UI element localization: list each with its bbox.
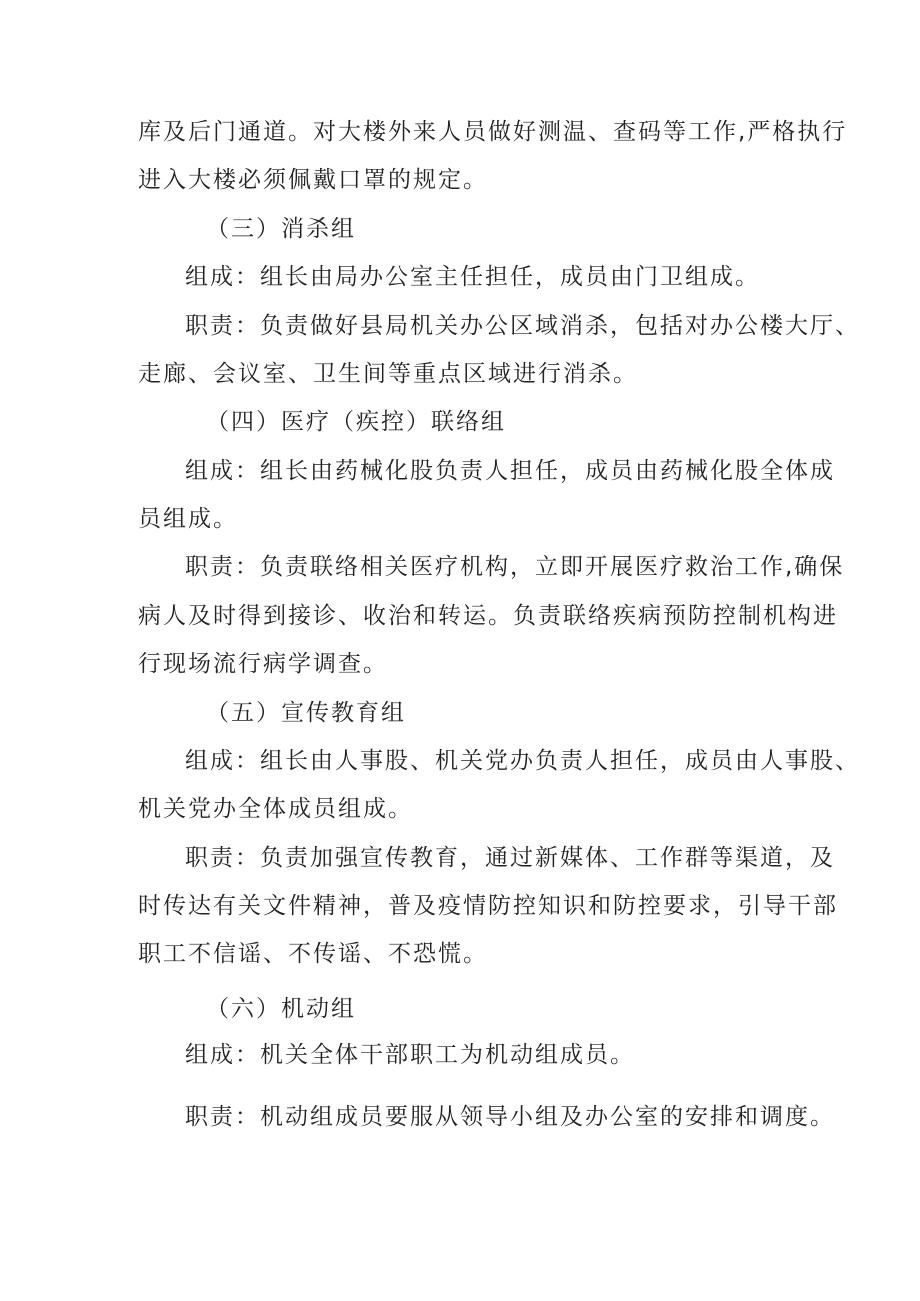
body-text-line: 职责：负责联络相关医疗机构，立即开展医疗救治工作,确保 [185,554,845,580]
body-text-line: 走廊、会议室、卫生间等重点区域进行消杀。 [138,361,638,387]
body-text-line: 病人及时得到接诊、收治和转运。负责联络疾病预防控制机构进 [138,603,838,629]
section-heading-mobile-team: （六）机动组 [206,996,356,1022]
body-text-line: 职责：负责做好县局机关办公区域消杀，包括对办公楼大厅、 [185,313,860,339]
body-text-line: 职责：负责加强宣传教育，通过新媒体、工作群等渠道，及 [185,845,835,871]
body-text-line: 组成：组长由局办公室主任担任，成员由门卫组成。 [185,264,760,290]
body-text-line: 组成：机关全体干部职工为机动组成员。 [185,1042,635,1068]
section-heading-publicity: （五）宣传教育组 [206,700,406,726]
body-text-line: 机关党办全体成员组成。 [138,796,413,822]
body-text-line: 时传达有关文件精神，普及疫情防控知识和防控要求，引导干部 [138,893,838,919]
body-text-line: 员组成。 [138,506,238,532]
body-text-line: 进入大楼必须佩戴口罩的规定。 [138,167,488,193]
body-text-line: 组成：组长由药械化股负责人担任，成员由药械化股全体成 [185,458,835,484]
body-text-line: 职责：机动组成员要服从领导小组及办公室的安排和调度。 [185,1104,835,1130]
body-text-line: 职工不信谣、不传谣、不恐慌。 [138,941,488,967]
section-heading-disinfection: （三）消杀组 [206,216,356,242]
body-text-line: 组成：组长由人事股、机关党办负责人担任，成员由人事股、 [185,748,860,774]
section-heading-medical-liaison: （四）医疗（疾控）联络组 [206,409,506,435]
body-text-line: 行现场流行病学调查。 [138,651,388,677]
body-text-line: 库及后门通道。对大楼外来人员做好测温、查码等工作,严格执行 [138,119,848,145]
